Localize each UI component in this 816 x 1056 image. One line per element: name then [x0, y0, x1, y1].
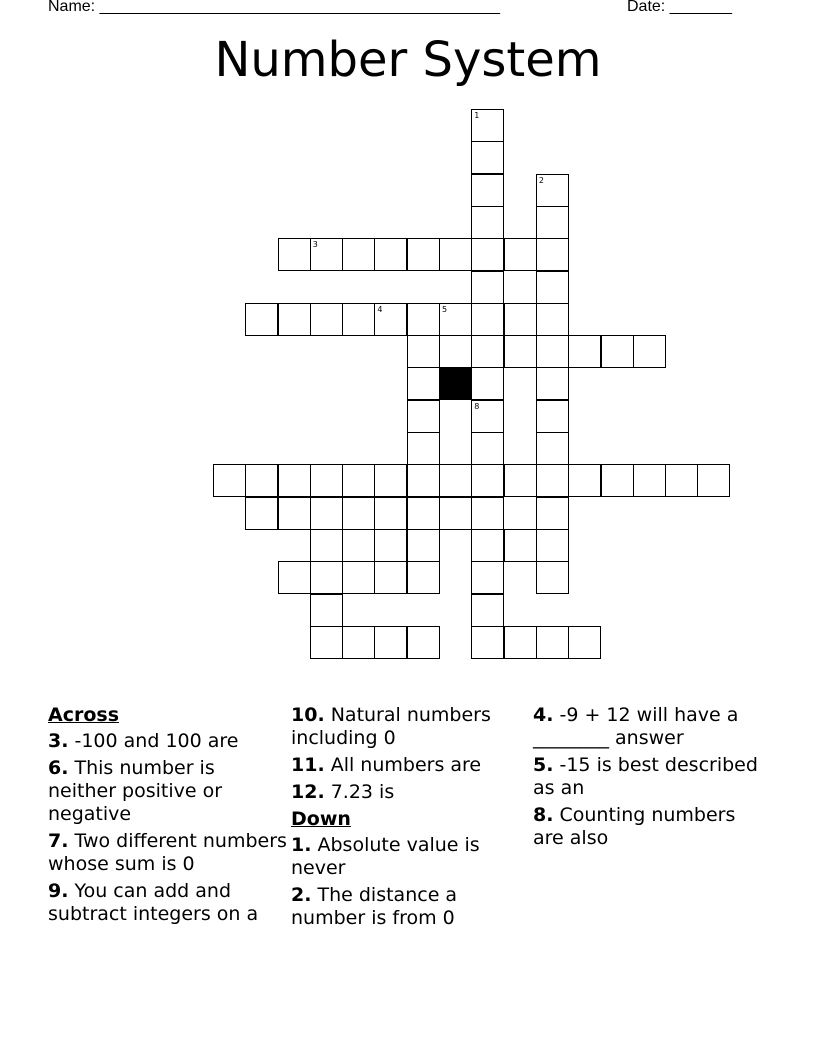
grid-cell[interactable] [536, 529, 569, 562]
clue-across-11: 11. All numbers are [291, 754, 482, 776]
clue-across-7: 7. Two different numbers whose sum is 0 [48, 830, 287, 875]
grid-cell[interactable] [213, 464, 246, 497]
grid-cell[interactable] [439, 464, 472, 497]
grid-cell[interactable] [374, 464, 407, 497]
grid-cell[interactable] [278, 464, 311, 497]
clue-number: 1 [474, 111, 480, 120]
grid-cell[interactable] [633, 464, 666, 497]
grid-cell[interactable] [407, 238, 440, 271]
grid-cell[interactable] [471, 335, 504, 368]
grid-cell[interactable] [536, 206, 569, 239]
grid-cell[interactable] [471, 432, 504, 465]
clue-down-2: 2. The distance a number is from 0 [291, 884, 458, 929]
grid-cell[interactable] [374, 303, 407, 336]
grid-cell[interactable] [310, 238, 343, 271]
grid-cell[interactable] [568, 335, 601, 368]
grid-cell[interactable] [633, 335, 666, 368]
grid-cell[interactable] [697, 464, 730, 497]
grid-cell[interactable] [471, 271, 504, 304]
grid-cell[interactable] [310, 303, 343, 336]
clue-across-12: 12. 7.23 is [291, 781, 395, 803]
grid-cell[interactable] [568, 464, 601, 497]
grid-cell[interactable] [407, 400, 440, 433]
grid-cell[interactable] [504, 335, 537, 368]
grid-cell[interactable] [245, 464, 278, 497]
grid-cell[interactable] [504, 303, 537, 336]
grid-cell[interactable] [504, 626, 537, 659]
grid-cell[interactable] [342, 303, 375, 336]
grid-cell[interactable] [310, 497, 343, 530]
grid-cell[interactable] [407, 464, 440, 497]
grid-cell[interactable] [310, 464, 343, 497]
grid-cell[interactable] [278, 303, 311, 336]
grid-cell[interactable] [342, 561, 375, 594]
clue-down-8: 8. Counting numbers are also [533, 804, 736, 849]
grid-cell[interactable] [342, 626, 375, 659]
grid-cell[interactable] [471, 109, 504, 142]
grid-cell[interactable] [439, 303, 472, 336]
grid-cell[interactable] [407, 335, 440, 368]
clue-number: 8 [474, 401, 480, 411]
grid-cell[interactable] [471, 561, 504, 594]
clue-number: 5 [442, 304, 448, 314]
grid-cell[interactable] [536, 174, 569, 207]
grid-cell[interactable] [439, 335, 472, 368]
clue-across-10: 10. Natural numbers including 0 [291, 704, 491, 749]
clue-column-3 [533, 704, 763, 854]
clue-down-5: 5. -15 is best described as an [533, 754, 758, 799]
grid-cell[interactable] [471, 367, 504, 400]
grid-cell[interactable] [536, 497, 569, 530]
clue-number: 2 [538, 175, 544, 185]
grid-cell[interactable] [536, 335, 569, 368]
grid-cell[interactable] [278, 497, 311, 530]
grid-cell[interactable] [439, 238, 472, 271]
grid-cell[interactable] [536, 464, 569, 497]
clue-across-9: 9. You can add and subtract integers on a [48, 880, 259, 925]
clue-number: 3 [312, 240, 318, 250]
grid-cell[interactable] [601, 335, 634, 368]
grid-cell[interactable] [471, 206, 504, 239]
grid-cell[interactable] [665, 464, 698, 497]
grid-cell[interactable] [601, 464, 634, 497]
grid-cell[interactable] [568, 626, 601, 659]
grid-cell[interactable] [278, 561, 311, 594]
name-field-label: Name: _____________________________________________ [48, 0, 500, 15]
grid-cell[interactable] [407, 561, 440, 594]
grid-cell[interactable] [407, 432, 440, 465]
across-heading: Across [48, 704, 120, 726]
date-field-label: Date: _______ [627, 0, 732, 15]
grid-cell[interactable] [342, 497, 375, 530]
grid-cell[interactable] [536, 238, 569, 271]
grid-cell[interactable] [471, 594, 504, 627]
clue-across-3: 3. -100 and 100 are [48, 730, 239, 752]
clue-across-6: 6. This number is neither positive or negative [48, 757, 223, 825]
grid-cell[interactable] [536, 303, 569, 336]
grid-cell[interactable] [439, 497, 472, 530]
page-title: Number System [214, 32, 602, 88]
grid-cell[interactable] [245, 303, 278, 336]
grid-cell[interactable] [536, 561, 569, 594]
grid-cell[interactable] [536, 367, 569, 400]
grid-cell[interactable] [407, 303, 440, 336]
clue-column-1 [48, 704, 288, 930]
grid-cell[interactable] [471, 529, 504, 562]
grid-cell[interactable] [374, 238, 407, 271]
grid-cell[interactable] [471, 141, 504, 174]
clue-down-4: 4. -9 + 12 will have a ________ answer [533, 704, 739, 749]
grid-cell[interactable] [374, 626, 407, 659]
down-heading: Down [291, 808, 351, 830]
black-square [439, 367, 472, 400]
grid-cell[interactable] [310, 594, 343, 627]
grid-cell[interactable] [536, 271, 569, 304]
grid-cell[interactable] [471, 400, 504, 433]
grid-cell[interactable] [471, 303, 504, 336]
grid-cell[interactable] [504, 464, 537, 497]
grid-cell[interactable] [536, 432, 569, 465]
grid-cell[interactable] [471, 238, 504, 271]
grid-cell[interactable] [471, 626, 504, 659]
grid-cell[interactable] [536, 400, 569, 433]
grid-cell[interactable] [310, 626, 343, 659]
grid-cell[interactable] [504, 529, 537, 562]
grid-cell[interactable] [278, 238, 311, 271]
grid-cell[interactable] [374, 529, 407, 562]
grid-cell[interactable] [310, 529, 343, 562]
grid-cell[interactable] [310, 561, 343, 594]
grid-cell[interactable] [374, 497, 407, 530]
grid-cell[interactable] [471, 497, 504, 530]
grid-cell[interactable] [407, 497, 440, 530]
grid-cell[interactable] [407, 529, 440, 562]
grid-cell[interactable] [504, 238, 537, 271]
grid-cell[interactable] [342, 464, 375, 497]
grid-cell[interactable] [407, 367, 440, 400]
grid-cell[interactable] [471, 464, 504, 497]
clue-column-2 [291, 704, 526, 934]
grid-cell[interactable] [407, 626, 440, 659]
grid-cell[interactable] [245, 497, 278, 530]
clue-number: 4 [377, 304, 383, 314]
grid-cell[interactable] [536, 626, 569, 659]
grid-cell[interactable] [342, 238, 375, 271]
grid-cell[interactable] [374, 561, 407, 594]
grid-cell[interactable] [471, 174, 504, 207]
clue-down-1: 1. Absolute value is never [291, 834, 480, 879]
